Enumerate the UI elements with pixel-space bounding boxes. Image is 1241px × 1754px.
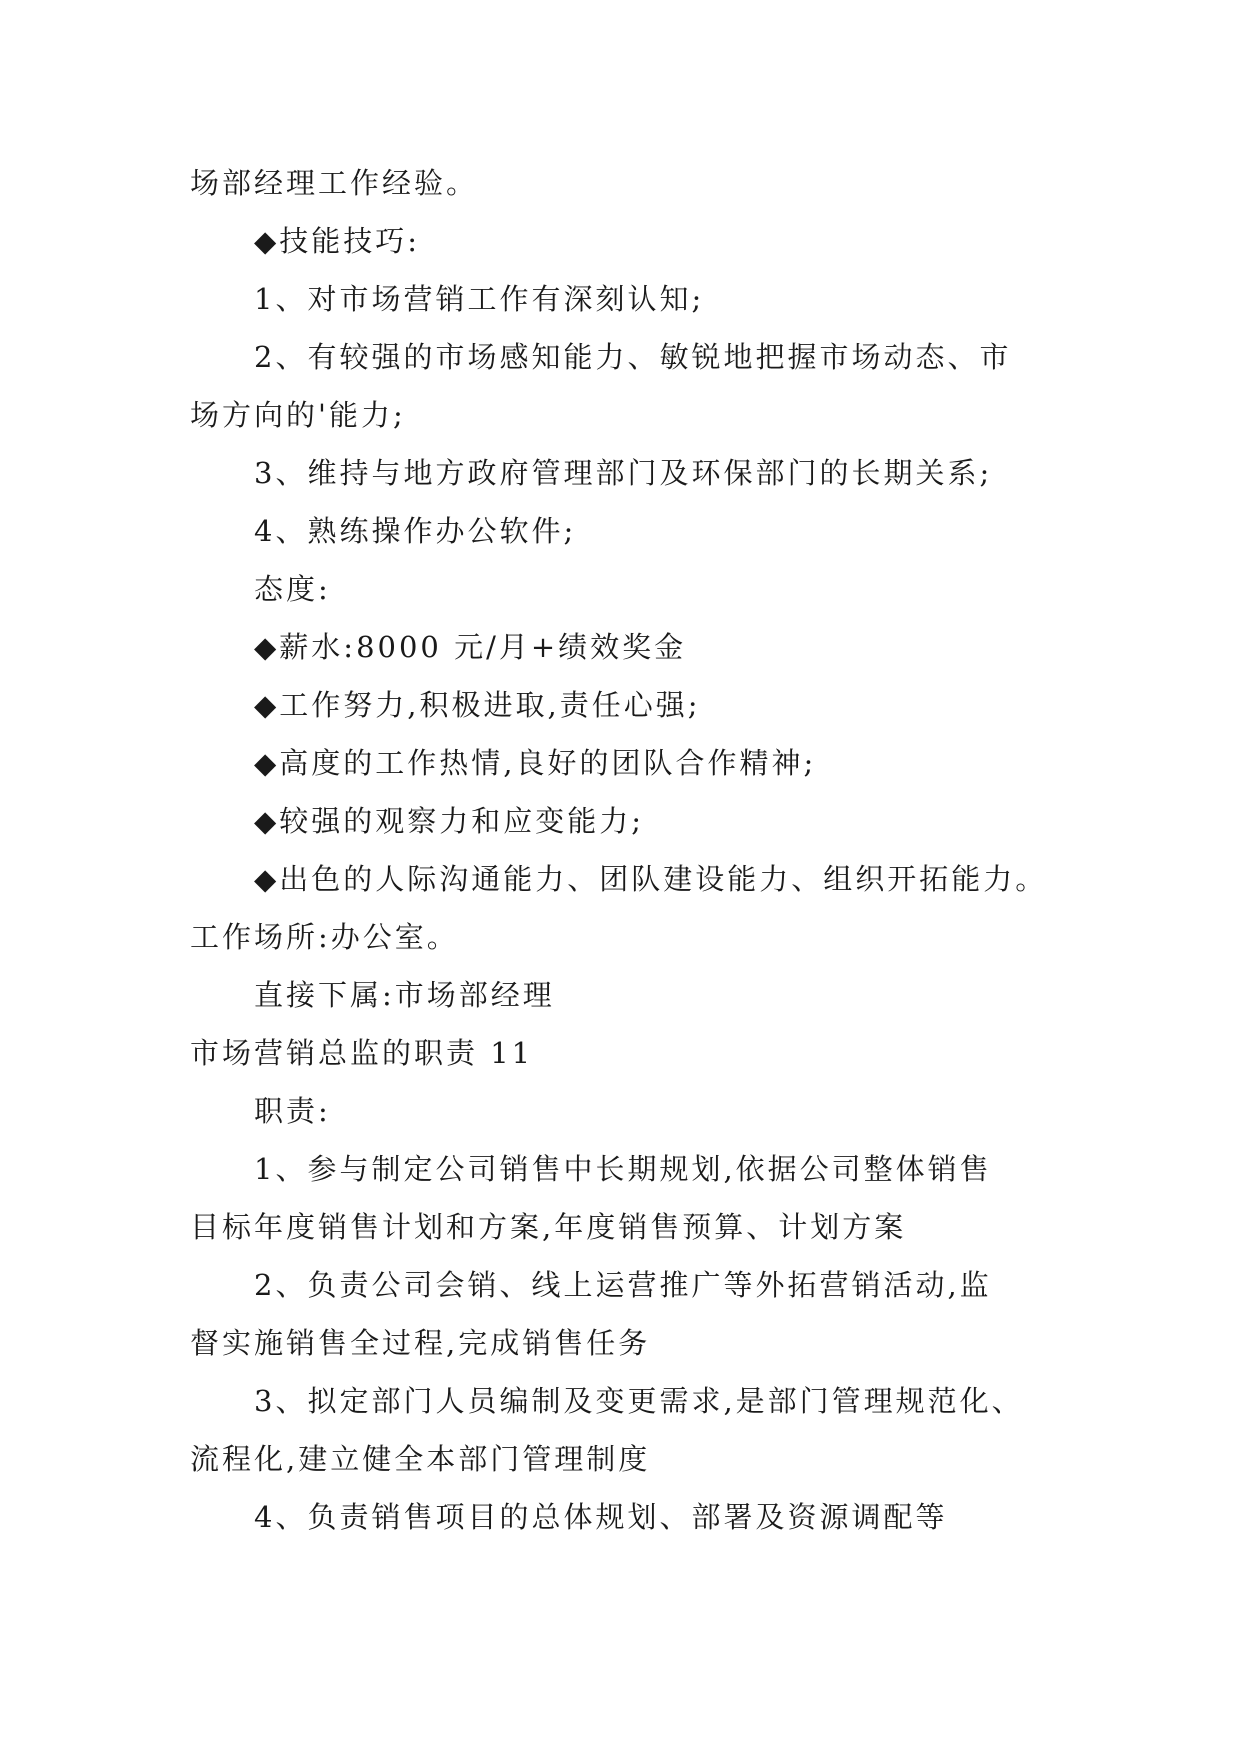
bullet-item: ◆薪水:8000 元/月+绩效奖金	[254, 630, 687, 664]
text-line: 直接下属:市场部经理	[254, 978, 555, 1012]
text-line: 场方向的'能力;	[190, 398, 406, 432]
text-line: 督实施销售全过程,完成销售任务	[190, 1326, 651, 1360]
section-title: 市场营销总监的职责 11	[190, 1036, 534, 1070]
list-item: 1、对市场营销工作有深刻认知;	[254, 282, 705, 316]
bullet-item: ◆工作努力,积极进取,责任心强;	[254, 688, 701, 722]
bullet-item: ◆高度的工作热情,良好的团队合作精神;	[254, 746, 817, 780]
text-line: 工作场所:办公室。	[190, 920, 459, 954]
section-heading-attitude: 态度:	[254, 572, 331, 606]
text-line: 目标年度销售计划和方案,年度销售预算、计划方案	[190, 1210, 907, 1244]
list-item: 2、负责公司会销、线上运营推广等外拓营销活动,监	[254, 1268, 992, 1302]
section-heading-skills: ◆技能技巧:	[254, 224, 421, 258]
bullet-item: ◆较强的观察力和应变能力;	[254, 804, 645, 838]
list-item: 4、熟练操作办公软件;	[254, 514, 577, 548]
list-item: 3、拟定部门人员编制及变更需求,是部门管理规范化、	[254, 1384, 1024, 1418]
list-item: 1、参与制定公司销售中长期规划,依据公司整体销售	[254, 1152, 992, 1186]
list-item: 4、负责销售项目的总体规划、部署及资源调配等	[254, 1500, 948, 1534]
list-item: 2、有较强的市场感知能力、敏锐地把握市场动态、市	[254, 340, 1012, 374]
section-heading-duties: 职责:	[254, 1094, 331, 1128]
bullet-item: ◆出色的人际沟通能力、团队建设能力、组织开拓能力。	[254, 862, 1048, 896]
text-line: 场部经理工作经验。	[190, 166, 479, 200]
text-line: 流程化,建立健全本部门管理制度	[190, 1442, 651, 1476]
list-item: 3、维持与地方政府管理部门及环保部门的长期关系;	[254, 456, 993, 490]
